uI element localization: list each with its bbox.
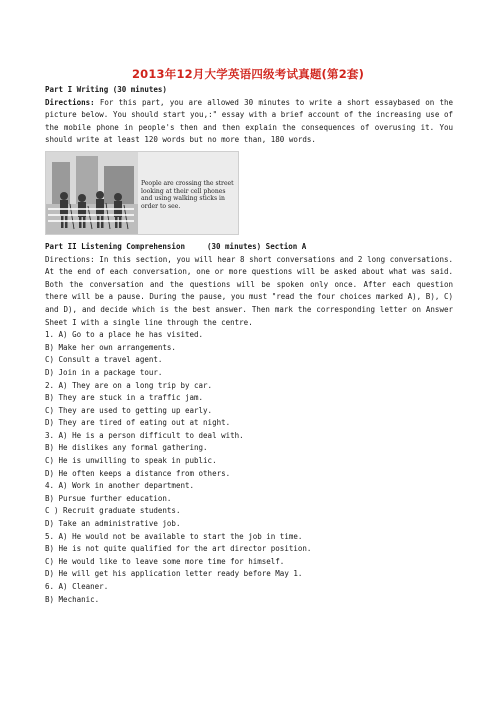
part1-heading: Part I Writing (30 minutes)	[45, 85, 167, 94]
option-line: B) They are stuck in a traffic jam.	[45, 393, 204, 403]
listening-options	[45, 329, 453, 606]
directions-label: Directions:	[45, 97, 95, 107]
part2-heading-right: (30 minutes) Section A	[206, 241, 307, 251]
option-line: C) They are used to getting up early.	[45, 405, 213, 415]
option-line: 2. A) They are on a long trip by car.	[45, 380, 213, 390]
option-line: D) They are tired of eating out at night.	[45, 418, 231, 428]
part2-heading-left: Part II Listening Comprehension	[45, 241, 185, 251]
option-line: B) He dislikes any formal gathering.	[45, 443, 208, 453]
part2-directions: Directions: In this section, you will hear 8 short conversations and 2 long conversations. At the end of each conversation, one or more questions will be asked about what was said. Both the conversation and the questions will be spoken only once. After each question there will be a pause. During the pause, you must "read the four choices marked A), B), C) and D), and decide which is the best answer. Then mark the corresponding letter on Answer Sheet I with a single line through the centre.	[45, 254, 453, 327]
option-line: D) He often keeps a distance from others.	[45, 468, 231, 478]
option-line: 3. A) He is a person difficult to deal with.	[45, 430, 244, 440]
option-line: D) Take an administrative job.	[45, 519, 181, 529]
option-line: C) Consult a travel agent.	[45, 355, 163, 365]
option-line: 4. A) Work in another department.	[45, 481, 195, 491]
document-body	[45, 84, 453, 606]
document-title: 2013年12月大学英语四级考试真题(第2套)	[131, 67, 365, 81]
option-line: 6. A) Cleaner.	[45, 582, 109, 591]
writing-prompt-picture	[45, 151, 239, 235]
option-line: D) Join in a package tour.	[45, 367, 163, 377]
directions-text: For this part, you are allowed 30 minutes to write a short essaybased on the picture below. You should start you,:" essay with a brief account of the increasing use of the mobile phone in people's then and then explain the consequences of overusing it. You should write at least 120 words but no more than, 180 words.	[45, 97, 453, 145]
option-line: C ) Recruit graduate students.	[45, 506, 181, 516]
option-line: C) He is unwilling to speak in public.	[45, 456, 217, 466]
option-line: B) He is not quite qualified for the art director position.	[45, 544, 312, 554]
option-line: B) Make her own arrangements.	[45, 342, 176, 352]
option-line: B) Pursue further education.	[45, 493, 172, 503]
option-line: C) He would like to leave some more time for himself.	[45, 556, 285, 566]
part1-directions	[45, 97, 453, 147]
option-line: 1. A) Go to a place he has visited.	[45, 330, 204, 340]
option-line: B) Mechanic.	[45, 594, 100, 604]
option-line: D) He will get his application letter ready before May 1.	[45, 569, 303, 579]
option-line: 5. A) He would not be available to start the job in time.	[45, 531, 303, 541]
picture-caption: People are crossing the street looking at their cell phones and using walking sticks in order to see.	[141, 179, 234, 210]
part2-heading	[45, 241, 453, 254]
